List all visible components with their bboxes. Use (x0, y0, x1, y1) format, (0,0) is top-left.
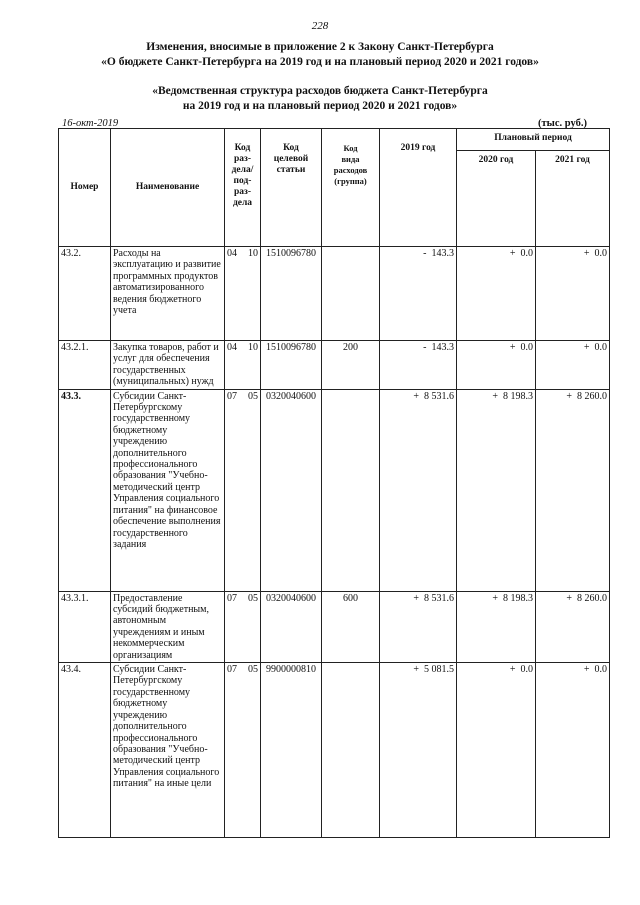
row-target-code: 0320040600 (261, 591, 322, 662)
header-target-code (261, 129, 322, 247)
table-title (0, 84, 640, 114)
header-row-1 (59, 129, 610, 151)
header-target-code-line: статьи (276, 165, 306, 175)
subsection-code: 05 (248, 592, 258, 604)
header-section-code-line: дела (232, 198, 253, 208)
row-name: Расходы на эксплуатацию и развитие программных продуктов автоматизированного ведения бюджетного учета (111, 247, 225, 341)
row-name: Закупка товаров, работ и услуг для обеспечения государственных (муниципальных) нужд (111, 341, 225, 390)
row-expense-code (322, 389, 380, 591)
subtitle-line-1: «Ведомственная структура расходов бюджета Санкт-Петербурга (152, 85, 488, 97)
header-expense-code-line: Код (343, 143, 358, 153)
header-expense-code-line: расходов (333, 165, 368, 175)
header-2020: 2020 год (457, 151, 536, 247)
header-2019: 2019 год (380, 129, 457, 247)
table-row (59, 247, 610, 341)
header-2021: 2021 год (536, 151, 610, 247)
header-section-code-line: раз- (233, 187, 251, 197)
row-amount-2019: - 143.3 (380, 247, 457, 341)
table-row (59, 389, 610, 591)
row-name: Субсидии Санкт-Петербургскому государственному бюджетному учреждению дополнительного профессионального образования "Учебно-методический центр Управления социального питания" на финансовое обеспечение выполнения государственного задания (111, 389, 225, 591)
header-section-code-line: раз- (233, 154, 251, 164)
row-section-code (225, 389, 261, 591)
row-number: 43.4. (59, 663, 111, 838)
row-amount-2019: + 5 081.5 (380, 663, 457, 838)
header-section-code-line: дела/ (231, 165, 254, 175)
header-target-code-line: целевой (273, 154, 309, 164)
row-expense-code (322, 247, 380, 341)
row-amount-2021: + 0.0 (536, 663, 610, 838)
table-row (59, 341, 610, 390)
header-section-code (225, 129, 261, 247)
row-amount-2020: + 8 198.3 (457, 591, 536, 662)
row-expense-code: 200 (322, 341, 380, 390)
row-amount-2019: + 8 531.6 (380, 591, 457, 662)
section-code: 07 (227, 390, 237, 402)
row-section-code (225, 591, 261, 662)
section-code: 07 (227, 664, 237, 676)
row-amount-2021: + 0.0 (536, 247, 610, 341)
row-amount-2021: + 0.0 (536, 341, 610, 390)
header-expense-code-line: вида (341, 154, 360, 164)
row-target-code: 0320040600 (261, 389, 322, 591)
row-amount-2021: + 8 260.0 (536, 591, 610, 662)
header-expense-code (322, 129, 380, 247)
section-code: 04 (227, 248, 237, 259)
header-expense-code-line: (группа) (334, 176, 367, 186)
row-section-code (225, 341, 261, 390)
page-number: 228 (311, 20, 329, 32)
budget-table (58, 128, 610, 838)
section-code: 07 (227, 592, 237, 604)
row-target-code: 9900000810 (261, 663, 322, 838)
row-number: 43.2.1. (59, 341, 111, 390)
section-code: 04 (227, 342, 237, 353)
document-title (0, 40, 640, 70)
header-section-code-line: Код (234, 143, 251, 153)
document-date: 16-окт-2019 (62, 118, 119, 129)
row-amount-2021: + 8 260.0 (536, 389, 610, 591)
header-planned-period: Плановый период (457, 129, 610, 151)
subsection-code: 10 (248, 248, 258, 259)
row-name: Предоставление субсидий бюджетным, автономным учреждениям и иным некоммерческим организациям (111, 591, 225, 662)
row-number: 43.3.1. (59, 591, 111, 662)
row-amount-2020: + 0.0 (457, 247, 536, 341)
table-row (59, 591, 610, 662)
row-amount-2019: + 8 531.6 (380, 389, 457, 591)
row-target-code: 1510096780 (261, 247, 322, 341)
row-section-code (225, 247, 261, 341)
row-amount-2020: + 8 198.3 (457, 389, 536, 591)
row-section-code (225, 663, 261, 838)
title-line-2: «О бюджете Санкт-Петербурга на 2019 год и на плановый период 2020 и 2021 годов» (101, 56, 539, 68)
header-number: Номер (59, 129, 111, 247)
row-name: Субсидии Санкт-Петербургскому государственному бюджетному учреждению дополнительного профессионального образования "Учебно-методический центр Управления социального питания" на иные цели (111, 663, 225, 838)
subsection-code: 10 (248, 342, 258, 353)
row-expense-code: 600 (322, 591, 380, 662)
row-amount-2019: - 143.3 (380, 341, 457, 390)
row-expense-code (322, 663, 380, 838)
row-target-code: 1510096780 (261, 341, 322, 390)
units-label: (тыс. руб.) (538, 118, 587, 129)
subsection-code: 05 (248, 390, 258, 402)
subsection-code: 05 (248, 664, 258, 676)
table-row (59, 663, 610, 838)
row-amount-2020: + 0.0 (457, 341, 536, 390)
row-number: 43.3. (59, 389, 111, 591)
subtitle-line-2: на 2019 год и на плановый период 2020 и 2021 годов» (182, 100, 458, 112)
header-name: Наименование (111, 129, 225, 247)
row-amount-2020: + 0.0 (457, 663, 536, 838)
header-target-code-line: Код (283, 143, 299, 153)
title-line-1: Изменения, вносимые в приложение 2 к Закону Санкт-Петербурга (146, 41, 494, 53)
header-section-code-line: под- (233, 176, 252, 186)
row-number: 43.2. (59, 247, 111, 341)
